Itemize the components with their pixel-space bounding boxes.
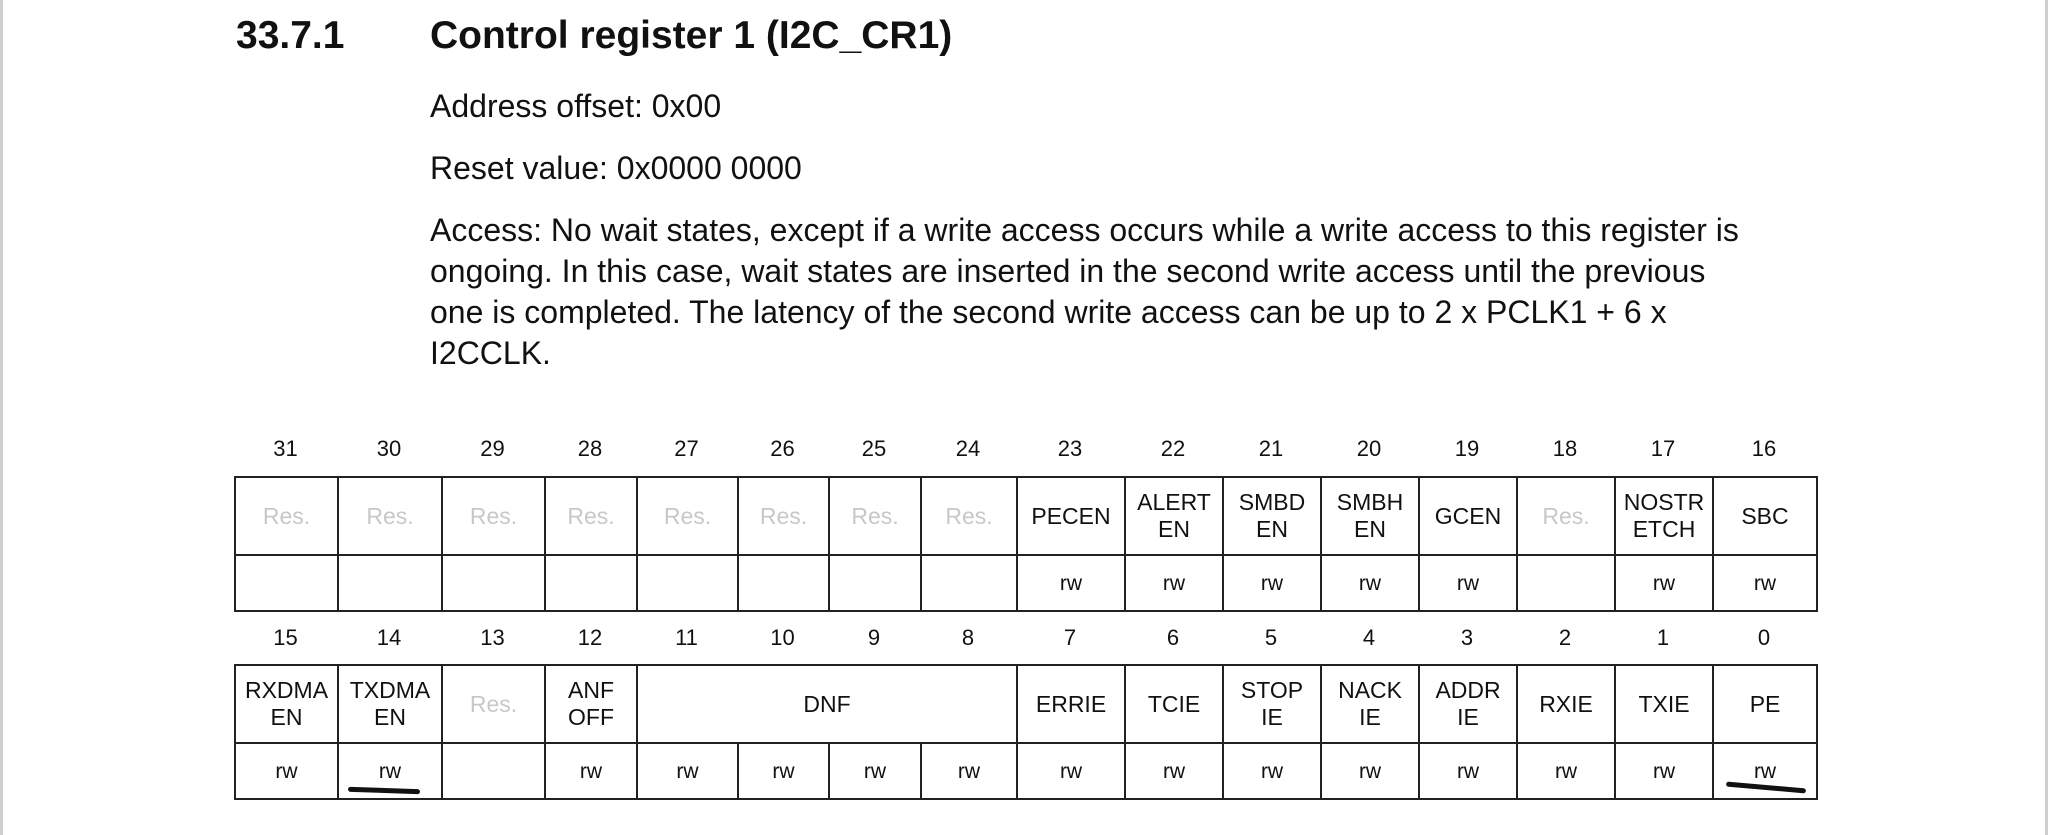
field-pecen: PECEN <box>1017 477 1125 555</box>
bit-number: 30 <box>376 436 402 461</box>
bit-number: 16 <box>1751 436 1777 461</box>
bit-numbers-lower <box>234 625 1816 651</box>
reset-value: Reset value: 0x0000 0000 <box>430 150 802 186</box>
access-cell: rw <box>1615 743 1713 799</box>
access-cell: rw <box>1223 743 1321 799</box>
field-nostretch <box>1615 477 1713 555</box>
field-label-line: ANF <box>568 677 614 703</box>
access-cell <box>442 555 545 611</box>
field-reserved: Res. <box>442 665 545 743</box>
access-cell: rw <box>1125 555 1223 611</box>
field-label-line: SMBD <box>1238 489 1306 515</box>
field-label-line: EN <box>1158 516 1190 542</box>
register-table-lower <box>234 664 1818 800</box>
access-line-4: I2CCLK. <box>430 335 551 371</box>
bit-number: 28 <box>577 436 603 461</box>
bit-numbers-upper <box>234 436 1816 462</box>
bit-number: 17 <box>1650 436 1676 461</box>
field-label-line: SMBH <box>1336 489 1404 515</box>
bit-number: 27 <box>674 436 699 461</box>
bit-number: 5 <box>1264 625 1278 650</box>
access-cell: rw <box>921 743 1017 799</box>
access-cell: rw <box>1615 555 1713 611</box>
bit-number: 22 <box>1160 436 1186 461</box>
access-cell: rw <box>637 743 738 799</box>
access-cell <box>829 555 921 611</box>
field-rxie: RXIE <box>1517 665 1615 743</box>
field-reserved: Res. <box>829 477 921 555</box>
field-reserved: Res. <box>738 477 829 555</box>
access-description <box>430 210 1830 374</box>
field-reserved: Res. <box>1517 477 1615 555</box>
bit-number: 0 <box>1757 625 1771 650</box>
bit-number: 24 <box>955 436 981 461</box>
bit-number: 10 <box>770 625 795 650</box>
field-gcen: GCEN <box>1419 477 1517 555</box>
access-cell: rw <box>738 743 829 799</box>
field-label-line: TXDMA <box>349 677 431 703</box>
bit-number: 29 <box>480 436 505 461</box>
field-label-line: NOSTR <box>1623 489 1705 515</box>
field-dnf: DNF <box>637 665 1017 743</box>
access-cell: rw <box>1321 555 1419 611</box>
field-tcie: TCIE <box>1125 665 1223 743</box>
field-nackie <box>1321 665 1419 743</box>
bit-number: 20 <box>1356 436 1382 461</box>
field-label-line: EN <box>1354 516 1386 542</box>
bit-number: 8 <box>961 625 975 650</box>
bit-number: 9 <box>867 625 881 650</box>
access-cell <box>637 555 738 611</box>
bit-number: 11 <box>675 625 698 650</box>
field-addrie <box>1419 665 1517 743</box>
bit-number: 15 <box>273 625 298 650</box>
access-cell: rw <box>829 743 921 799</box>
field-label-line: IE <box>1261 704 1283 730</box>
access-cell <box>921 555 1017 611</box>
access-cell <box>442 743 545 799</box>
field-errie: ERRIE <box>1017 665 1125 743</box>
access-cell <box>1517 555 1615 611</box>
field-sbc: SBC <box>1713 477 1817 555</box>
field-label-line: ETCH <box>1632 516 1696 542</box>
access-cell: rw <box>1517 743 1615 799</box>
bit-number: 25 <box>861 436 887 461</box>
access-cell <box>235 555 338 611</box>
field-label-line: STOP <box>1240 677 1304 703</box>
field-label-line: IE <box>1457 704 1479 730</box>
access-cell <box>738 555 829 611</box>
access-cell: rw <box>1017 555 1125 611</box>
bit-number: 2 <box>1558 625 1572 650</box>
access-cell: rw <box>545 743 637 799</box>
field-label-line: EN <box>270 704 303 730</box>
access-cell <box>545 555 637 611</box>
field-label-line: ALERT <box>1137 489 1211 515</box>
bit-number: 19 <box>1454 436 1480 461</box>
bit-number: 23 <box>1057 436 1083 461</box>
bit-number: 12 <box>577 625 603 650</box>
field-pe: PE <box>1713 665 1817 743</box>
field-txdmaen <box>338 665 442 743</box>
field-anfoff <box>545 665 637 743</box>
field-smbhen <box>1321 477 1419 555</box>
field-label-line: IE <box>1359 704 1381 730</box>
bit-number: 4 <box>1362 625 1376 650</box>
field-txie: TXIE <box>1615 665 1713 743</box>
bit-number: 13 <box>480 625 505 650</box>
field-label-line: OFF <box>568 704 614 730</box>
access-cell: rw <box>1321 743 1419 799</box>
access-cell: rw <box>1223 555 1321 611</box>
field-label-line: EN <box>374 704 406 730</box>
field-alerten <box>1125 477 1223 555</box>
field-reserved: Res. <box>637 477 738 555</box>
access-cell: rw <box>1713 555 1817 611</box>
field-reserved: Res. <box>235 477 338 555</box>
bit-number: 7 <box>1063 625 1077 650</box>
field-smbden <box>1223 477 1321 555</box>
field-stopie <box>1223 665 1321 743</box>
access-cell: rw <box>1419 743 1517 799</box>
page-edge-left <box>0 0 3 835</box>
bit-number: 3 <box>1460 625 1474 650</box>
field-reserved: Res. <box>442 477 545 555</box>
field-reserved: Res. <box>921 477 1017 555</box>
access-cell: rw <box>1419 555 1517 611</box>
bit-number: 6 <box>1166 625 1180 650</box>
bit-number: 31 <box>273 436 298 461</box>
access-cell: rw <box>338 743 442 799</box>
access-cell: rw <box>1017 743 1125 799</box>
access-line-3: one is completed. The latency of the second write access can be up to 2 x PCLK1 + 6 x <box>430 294 1667 330</box>
access-cell: rw <box>235 743 338 799</box>
field-reserved: Res. <box>545 477 637 555</box>
bit-number: 26 <box>770 436 795 461</box>
access-cell: rw <box>1713 743 1817 799</box>
field-reserved: Res. <box>338 477 442 555</box>
register-table-upper <box>234 476 1818 612</box>
field-rxdmaen <box>235 665 338 743</box>
access-line-1: Access: No wait states, except if a write access occurs while a write access to this register is <box>430 212 1739 248</box>
bit-number: 18 <box>1552 436 1578 461</box>
section-title: Control register 1 (I2C_CR1) <box>430 14 953 57</box>
access-cell <box>338 555 442 611</box>
bit-number: 21 <box>1258 436 1284 461</box>
section-number: 33.7.1 <box>236 14 345 57</box>
field-label-line: NACK <box>1338 677 1402 703</box>
field-label-line: RXDMA <box>244 677 329 703</box>
access-cell: rw <box>1125 743 1223 799</box>
access-line-2: ongoing. In this case, wait states are inserted in the second write access until the previous <box>430 253 1706 289</box>
field-label-line: EN <box>1256 516 1288 542</box>
bit-number: 1 <box>1656 625 1670 650</box>
address-offset: Address offset: 0x00 <box>430 88 722 124</box>
field-label-line: ADDR <box>1435 677 1501 703</box>
bit-number: 14 <box>376 625 402 650</box>
